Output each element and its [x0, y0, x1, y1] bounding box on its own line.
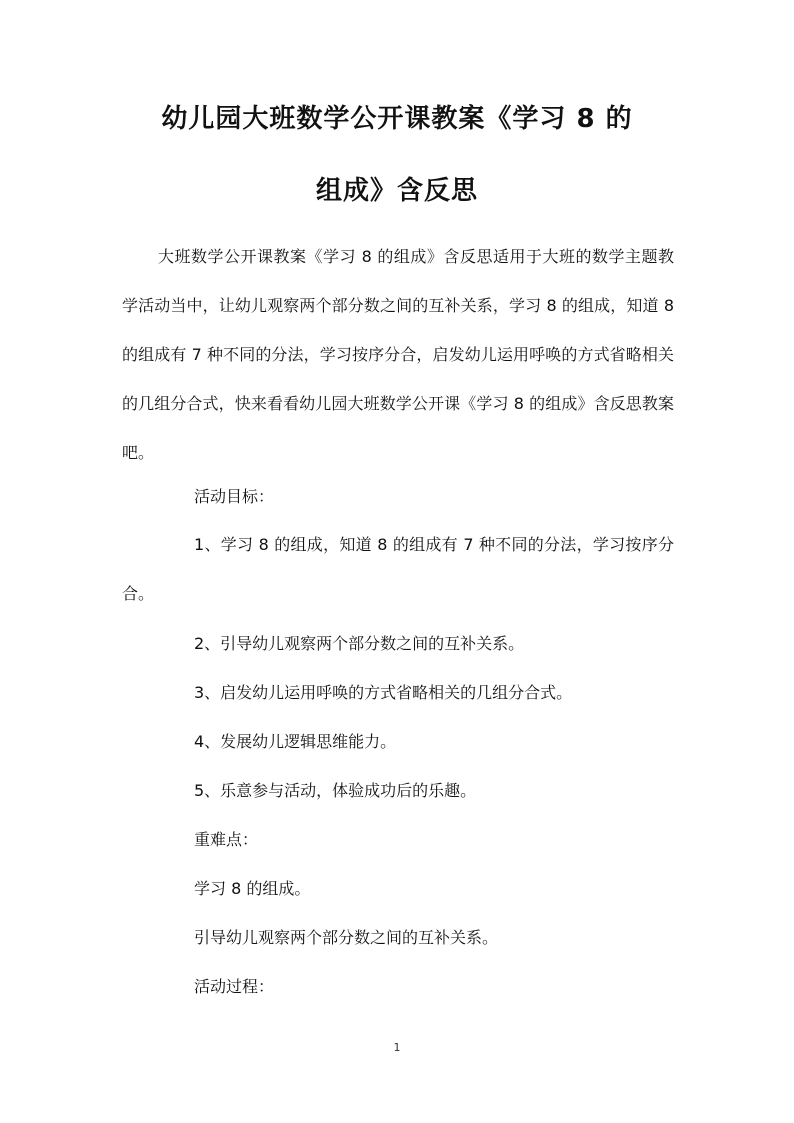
key-points-heading: 重难点：: [194, 830, 259, 849]
goal-item-2: 2、引导幼儿观察两个部分数之间的互补关系。: [194, 634, 525, 653]
goal-item-4: 4、发展幼儿逻辑思维能力。: [194, 732, 397, 751]
document-title-line-1: 幼儿园大班数学公开课教案《学习 8 的: [161, 104, 633, 134]
goals-heading: 活动目标：: [194, 487, 275, 506]
goal-item-3: 3、启发幼儿运用呼唤的方式省略相关的几组分合式。: [194, 683, 573, 702]
key-point-2: 引导幼儿观察两个部分数之间的互补关系。: [194, 928, 499, 947]
process-heading: 活动过程：: [194, 977, 275, 996]
key-point-1: 学习 8 的组成。: [194, 879, 311, 898]
intro-paragraph: 大班数学公开课教案《学习 8 的组成》含反思适用于大班的数学主题教学活动当中，让幼儿观察两个部分数之间的互补关系，学习 8 的组成，知道 8 的组成有 7 种不同的分法，学习按序分合，启发幼儿运用呼唤的方式省略相关的几组分合式，快来看看幼儿园大班数学公开课《学习 8 的组成》含反思教案吧。: [122, 247, 674, 462]
goal-item-1: 1、学习 8 的组成，知道 8 的组成有 7 种不同的分法，学习按序分合。: [122, 535, 674, 603]
document-title-line-2: 组成》含反思: [315, 176, 478, 206]
page-number: 1: [393, 1041, 401, 1054]
goal-item-5: 5、乐意参与活动，体验成功后的乐趣。: [194, 781, 477, 800]
